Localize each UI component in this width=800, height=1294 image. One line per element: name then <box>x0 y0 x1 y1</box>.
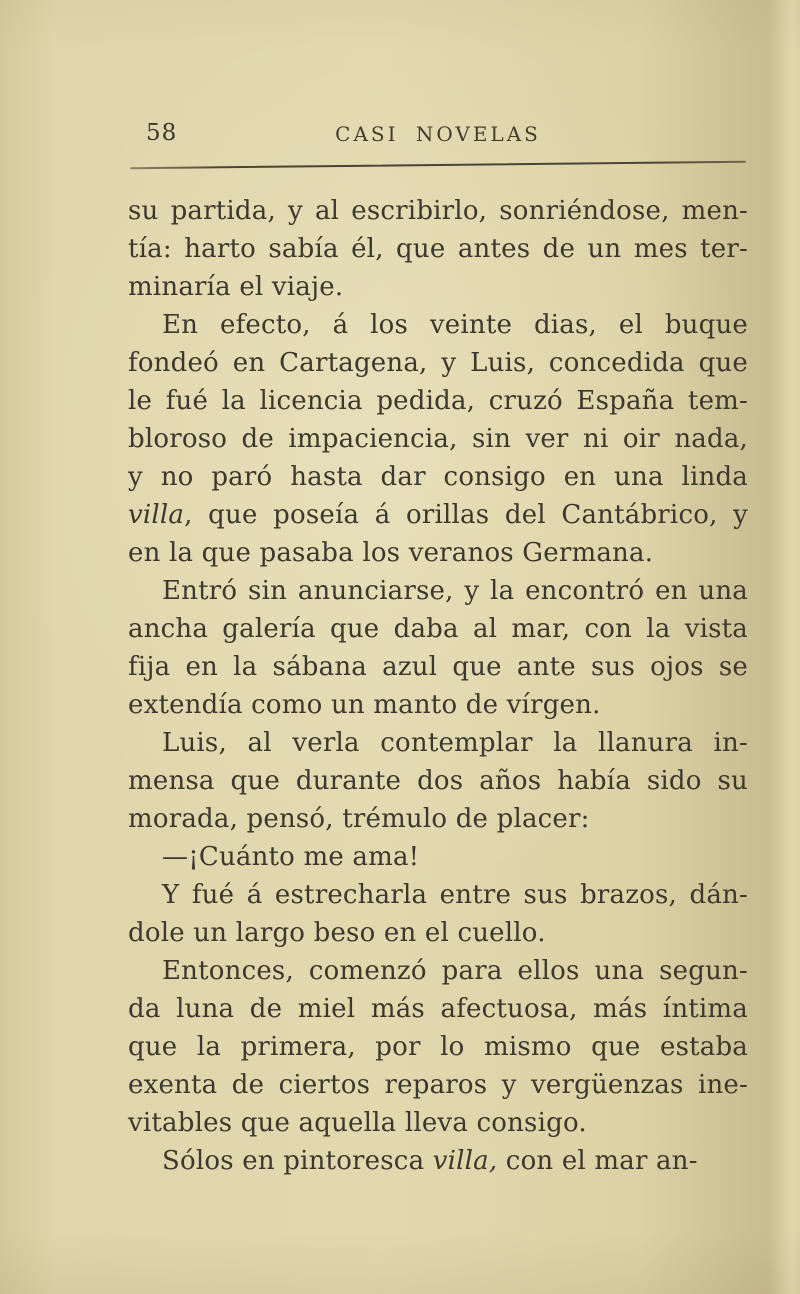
text-line: su partida, y al escribirlo, sonriéndose, men- <box>128 196 748 226</box>
italic-word: villa <box>128 500 185 530</box>
text-line: minaría el viaje. <box>128 272 344 302</box>
text-block <box>128 192 748 1180</box>
text-line <box>128 496 748 534</box>
page-header <box>128 118 748 152</box>
text-line: exenta de ciertos reparos y vergüenzas ine- <box>128 1070 748 1100</box>
text-line: Entonces, comenzó para ellos una segun- <box>162 956 748 986</box>
text-line: fija en la sábana azul que ante sus ojos se <box>128 652 748 682</box>
text-line: tía: harto sabía él, que antes de un mes ter- <box>128 234 748 264</box>
text-line: ancha galería que daba al mar, con la vista <box>128 614 748 644</box>
text-segment: con el mar an- <box>497 1146 698 1176</box>
text-line: da luna de miel más afectuosa, más íntima <box>128 994 748 1024</box>
header-rule <box>130 161 746 169</box>
text-line: Luis, al verla contemplar la llanura in- <box>162 728 748 758</box>
italic-word: villa, <box>432 1146 498 1176</box>
text-line: que la primera, por lo mismo que estaba <box>128 1032 748 1062</box>
text-line: mensa que durante dos años había sido su <box>128 766 748 796</box>
text-line <box>128 1142 748 1180</box>
text-line: bloroso de impaciencia, sin ver ni oir nada, <box>128 424 748 454</box>
text-line: —¡Cuánto me ama! <box>162 842 420 872</box>
text-line: Entró sin anunciarse, y la encontró en una <box>162 576 748 606</box>
text-line: Y fué á estrecharla entre sus brazos, dán- <box>162 880 748 910</box>
text-segment: , que poseía á orillas del Cantábrico, y <box>184 500 748 530</box>
text-line: En efecto, á los veinte dias, el buque <box>162 310 748 340</box>
text-line: morada, pensó, trémulo de placer: <box>128 804 590 834</box>
text-line: le fué la licencia pedida, cruzó España tem- <box>128 386 748 416</box>
text-line: extendía como un manto de vírgen. <box>128 690 601 720</box>
text-line: vitables que aquella lleva consigo. <box>128 1108 587 1138</box>
text-line: y no paró hasta dar consigo en una linda <box>128 462 748 492</box>
text-line: fondeó en Cartagena, y Luis, concedida que <box>128 348 748 378</box>
text-segment: Sólos en pintoresca <box>162 1146 433 1176</box>
running-title: CASI NOVELAS <box>335 122 541 146</box>
page-number: 58 <box>146 120 178 146</box>
text-line: en la que pasaba los veranos Germana. <box>128 538 654 568</box>
text-line: dole un largo beso en el cuello. <box>128 918 546 948</box>
